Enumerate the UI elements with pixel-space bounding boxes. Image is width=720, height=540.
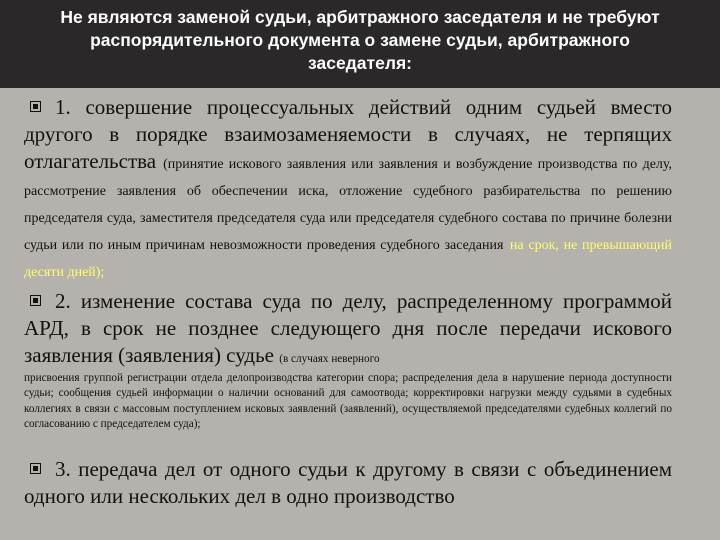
checkbox-bullet-icon: [30, 101, 41, 112]
item-1-detail-text: (принятие искового заявления или заявления и возбуждение производства по делу, рассмотрение заявления об обеспечении иска, отложение судебного разбирательства по решению председателя суда, заместителя председателя суда или председателя судебного состава по причине болезни судьи или по иным причинам невозможности проведения судебного заседания: [24, 157, 672, 253]
item-1-highlight-text: на срок, не превышающий десяти дней);: [24, 238, 672, 280]
item-2-detail-inline: (в случаях неверного: [279, 353, 380, 365]
item-2-detail-text: присвоения группой регистрации отдела делопроизводства категории спора; распределения дела в нарушение периода доступности судьи; сообщения судьей информации о наличии оснований для самоотвода; корректировки нагрузки между судьями в судебных коллегиях в связи с массовым поступлением исковых заявлений (заявлений), осуществляемой председателями судебных коллегий по согласованию с председателем суда);: [24, 372, 672, 431]
list-item-3: [24, 456, 672, 510]
checkbox-bullet-icon: [30, 295, 41, 306]
slide-title: Не являются заменой судьи, арбитражного заседателя и не требуют распорядительного документа о замене судьи, арбитражного заседателя:: [60, 7, 660, 73]
list-item-2: [24, 288, 672, 433]
checkbox-bullet-icon: [30, 463, 41, 474]
list-item-1: [24, 94, 672, 283]
item-1-paragraph: [24, 94, 672, 283]
item-3-main-text: 3. передача дел от одного судьи к другому в связи с объединением одного или нескольких дел в одно производство: [24, 457, 672, 508]
item-2-paragraph: [24, 288, 672, 369]
item-1-main-text: 1. совершение процессуальных действий одним судьей вместо другого в порядке взаимозаменяемости в случаях, не терпящих отлагательства: [24, 95, 672, 173]
item-2-main-text: 2. изменение состава суда по делу, распределенному программой АРД, в срок не позднее следующего дня после передачи искового заявления (заявления) судье: [24, 289, 672, 367]
item-3-paragraph: [24, 456, 672, 510]
